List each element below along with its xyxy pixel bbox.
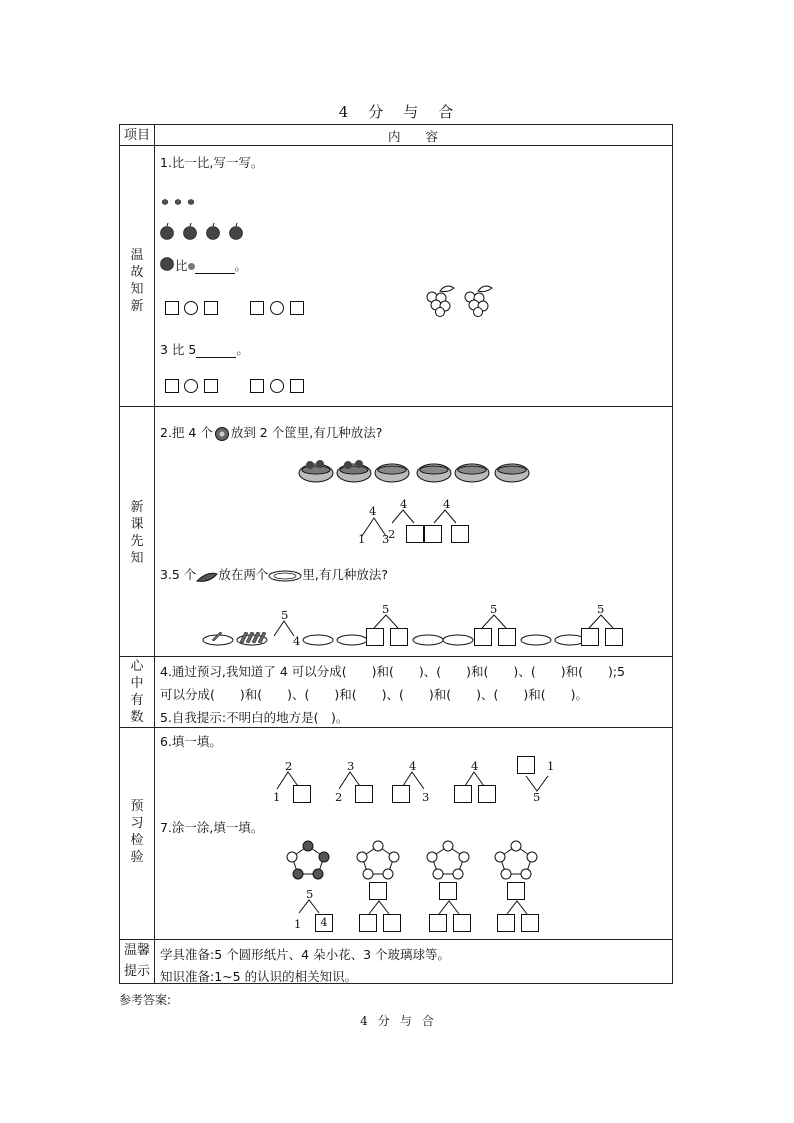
answer-circle[interactable] <box>270 301 284 315</box>
answer-box[interactable] <box>390 628 408 646</box>
q3-title: 3.5 个 放在两个 里,有几种放法? <box>160 567 388 582</box>
basket-icons <box>298 459 534 489</box>
acorn-icons <box>162 197 202 207</box>
plate-icons <box>202 630 632 650</box>
answer-box[interactable] <box>369 882 387 900</box>
tree-right: 3 <box>382 532 390 546</box>
tree-right: 1 <box>547 759 555 773</box>
answer-box[interactable] <box>165 301 179 315</box>
tree-top: 4 <box>400 497 408 511</box>
section-label-preview: 新 课 先 知 <box>130 500 144 566</box>
answer-box[interactable] <box>366 628 384 646</box>
answer-box[interactable] <box>474 628 492 646</box>
answer-box[interactable] <box>250 301 264 315</box>
q1-line1: 比 。 <box>175 258 248 273</box>
tree-bottom: 5 <box>533 790 541 804</box>
circle-ring <box>355 840 401 880</box>
section-label-check: 预 习 检 验 <box>130 799 144 865</box>
apple-icons <box>160 225 240 241</box>
q1-title: 1.比一比,写一写。 <box>160 155 264 170</box>
q7-title: 7.涂一涂,填一填。 <box>160 820 264 835</box>
tree-right: 4 <box>293 634 301 648</box>
answer-circle[interactable] <box>184 301 198 315</box>
answer-box[interactable] <box>581 628 599 646</box>
worksheet-table <box>119 124 673 984</box>
tree-top: 4 <box>369 504 377 518</box>
answer-box[interactable] <box>250 379 264 393</box>
row-divider <box>120 145 672 146</box>
answer-box[interactable] <box>429 914 447 932</box>
q5-text: 5.自我提示:不明白的地方是( )。 <box>160 710 349 725</box>
section-label-tips: 温馨 提示 <box>123 943 150 979</box>
tree-top: 4 <box>471 759 479 773</box>
row-divider <box>120 727 672 728</box>
split-lines <box>296 899 336 915</box>
answer-blank[interactable] <box>196 345 236 358</box>
q4-line1: 4.通过预习,我知道了 4 可以分成( )和( )、( )和( )、( )和( );5 <box>160 664 625 679</box>
flower-icon <box>213 427 231 441</box>
tips-line2: 知识准备:1~5 的认识的相关知识。 <box>160 969 358 984</box>
header-item: 项目 <box>123 128 150 143</box>
tree-left: 1 <box>273 790 281 804</box>
answer-key-label: 参考答案: <box>119 993 172 1007</box>
cucumber-icon <box>196 571 218 581</box>
tree-top: 5 <box>597 602 605 616</box>
section-label-review: 温 故 知 新 <box>130 248 144 314</box>
answer-box[interactable] <box>517 756 535 774</box>
acorn-icon <box>188 263 195 270</box>
answer-box[interactable] <box>478 785 496 803</box>
q4-line2: 可以分成( )和( )、( )和( )、( )和( )、( )和( )。 <box>160 687 589 702</box>
answer-box[interactable] <box>498 628 516 646</box>
answer-circle[interactable] <box>270 379 284 393</box>
tree-top: 4 <box>409 759 417 773</box>
circle-ring <box>425 840 471 880</box>
row-divider <box>120 406 672 407</box>
tree-top: 5 <box>382 602 390 616</box>
answer-blank[interactable] <box>195 261 235 274</box>
answer-box[interactable] <box>293 785 311 803</box>
tree-left: 1 <box>358 532 366 546</box>
answer-box[interactable] <box>359 914 377 932</box>
tips-line1: 学具准备:5 个圆形纸片、4 朵小花、3 个玻璃球等。 <box>160 947 450 962</box>
section-label-mind: 心 中 有 数 <box>130 659 144 725</box>
answer-box[interactable]: 4 <box>315 914 333 932</box>
q6-title: 6.填一填。 <box>160 734 222 749</box>
answer-box[interactable] <box>605 628 623 646</box>
grapes-icon <box>422 283 502 317</box>
header-content: 内 容 <box>387 129 438 144</box>
tree-top: 4 <box>443 497 451 511</box>
plate-icon <box>268 570 302 582</box>
row-divider <box>120 656 672 657</box>
q2-title: 2.把 4 个 放到 2 个筐里,有几种放法? <box>160 425 383 440</box>
answer-box[interactable] <box>204 301 218 315</box>
answer-box[interactable] <box>290 379 304 393</box>
split-lines <box>390 509 430 525</box>
answer-box[interactable] <box>204 379 218 393</box>
answer-box[interactable] <box>165 379 179 393</box>
circle-ring <box>285 840 331 880</box>
answer-key-title: 4 分 与 合 <box>360 1014 434 1028</box>
answer-box[interactable] <box>355 785 373 803</box>
split-lines <box>432 509 472 525</box>
tree-top: 5 <box>306 887 314 901</box>
answer-box[interactable] <box>406 525 424 543</box>
tree-left: 2 <box>335 790 343 804</box>
tree-left: 1 <box>294 917 302 931</box>
answer-box[interactable] <box>507 882 525 900</box>
q1-line2: 3 比 5 。 <box>160 342 249 357</box>
answer-box[interactable] <box>451 525 469 543</box>
split-lines <box>524 775 564 795</box>
answer-circle[interactable] <box>184 379 198 393</box>
row-divider <box>120 939 672 940</box>
tree-top: 5 <box>281 608 289 622</box>
answer-box[interactable] <box>454 785 472 803</box>
answer-box[interactable] <box>521 914 539 932</box>
answer-box[interactable] <box>453 914 471 932</box>
page-title: 4 分 与 合 <box>338 103 456 121</box>
circle-ring <box>493 840 539 880</box>
answer-box[interactable] <box>290 301 304 315</box>
tree-left: 2 <box>388 527 396 541</box>
column-divider <box>154 125 155 983</box>
apple-icon <box>160 256 176 272</box>
answer-box[interactable] <box>497 914 515 932</box>
tree-top: 2 <box>285 759 293 773</box>
answer-box[interactable] <box>439 882 457 900</box>
tree-top: 3 <box>347 759 355 773</box>
tree-right: 3 <box>422 790 430 804</box>
answer-box[interactable] <box>383 914 401 932</box>
tree-top: 5 <box>490 602 498 616</box>
answer-box[interactable] <box>392 785 410 803</box>
answer-box[interactable] <box>424 525 442 543</box>
